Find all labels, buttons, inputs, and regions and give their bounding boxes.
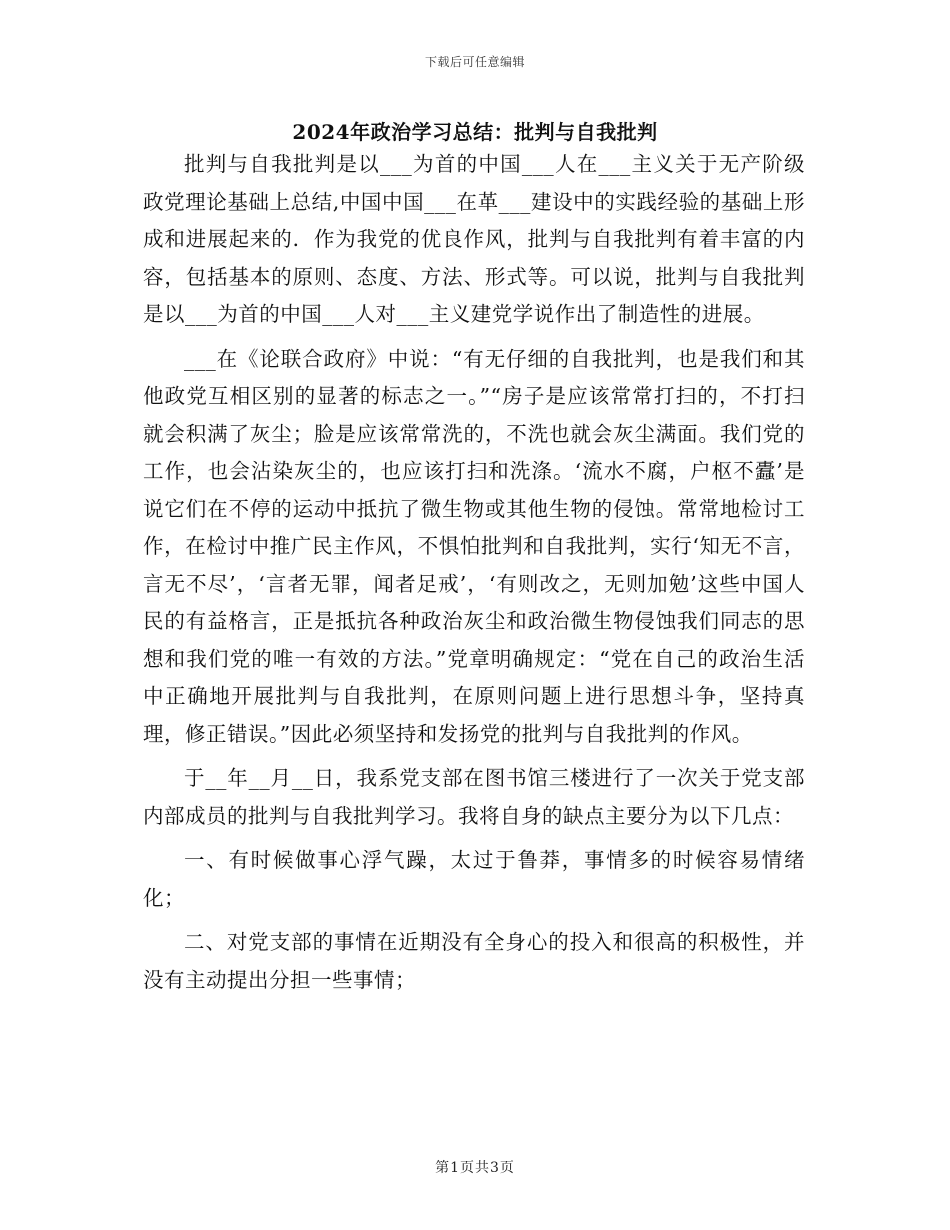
paragraph-2: ___在《论联合政府》中说：“有无仔细的自我批判，也是我们和其他政党互相区别的显著的标志之一。”“房子是应该常常打扫的，不打扫就会积满了灰尘；脸是应该常常洗的，不洗也就会灰尘满面。我们党的工作，也会沾染灰尘的，也应该打扫和洗涤。‘流水不腐，户枢不蠹’是说它们在不停的运动中抵抗了微生物或其他生物的侵蚀。常常地检讨工作，在检讨中推广民主作风，不惧怕批判和自我批判，实行‘知无不言，言无不尽’，‘言者无罪，闻者足戒’，‘有则改之，无则加勉’这些中国人民的有益格言，正是抵抗各种政治灰尘和政治微生物侵蚀我们同志的思想和我们党的唯一有效的方法。”党章明确规定：“党在自己的政治生活中正确地开展批判与自我批判，在原则问题上进行思想斗争，坚持真理，修正错误。”因此必须坚持和发扬党的批判与自我批判的作风。 <box>143 346 805 746</box>
document-body <box>143 146 805 999</box>
paragraph-1: 批判与自我批判是以___为首的中国___人在___主义关于无产阶级政党理论基础上总结,中国中国___在革___建设中的实践经验的基础上形成和进展起来的．作为我党的优良作风，批判与自我批判有着丰富的内容，包括基本的原则、态度、方法、形式等。可以说，批判与自我批判是以___为首的中国___人对___主义建党学说作出了制造性的进展。 <box>143 152 805 326</box>
paragraph-3: 于__年__月__日，我系党支部在图书馆三楼进行了一次关于党支部内部成员的批判与自我批判学习。我将自身的缺点主要分为以下几点： <box>143 766 805 828</box>
page-number: 第1页共3页 <box>435 1160 515 1176</box>
page-header-note: 下载后可任意编辑 <box>424 55 525 69</box>
paragraph-4: 一、有时候做事心浮气躁，太过于鲁莽，事情多的时候容易情绪化； <box>143 848 805 910</box>
paragraph-5: 二、对党支部的事情在近期没有全身心的投入和很高的积极性，并没有主动提出分担一些事情； <box>143 930 805 992</box>
document-title: 2024年政治学习总结：批判与自我批判 <box>292 120 658 144</box>
